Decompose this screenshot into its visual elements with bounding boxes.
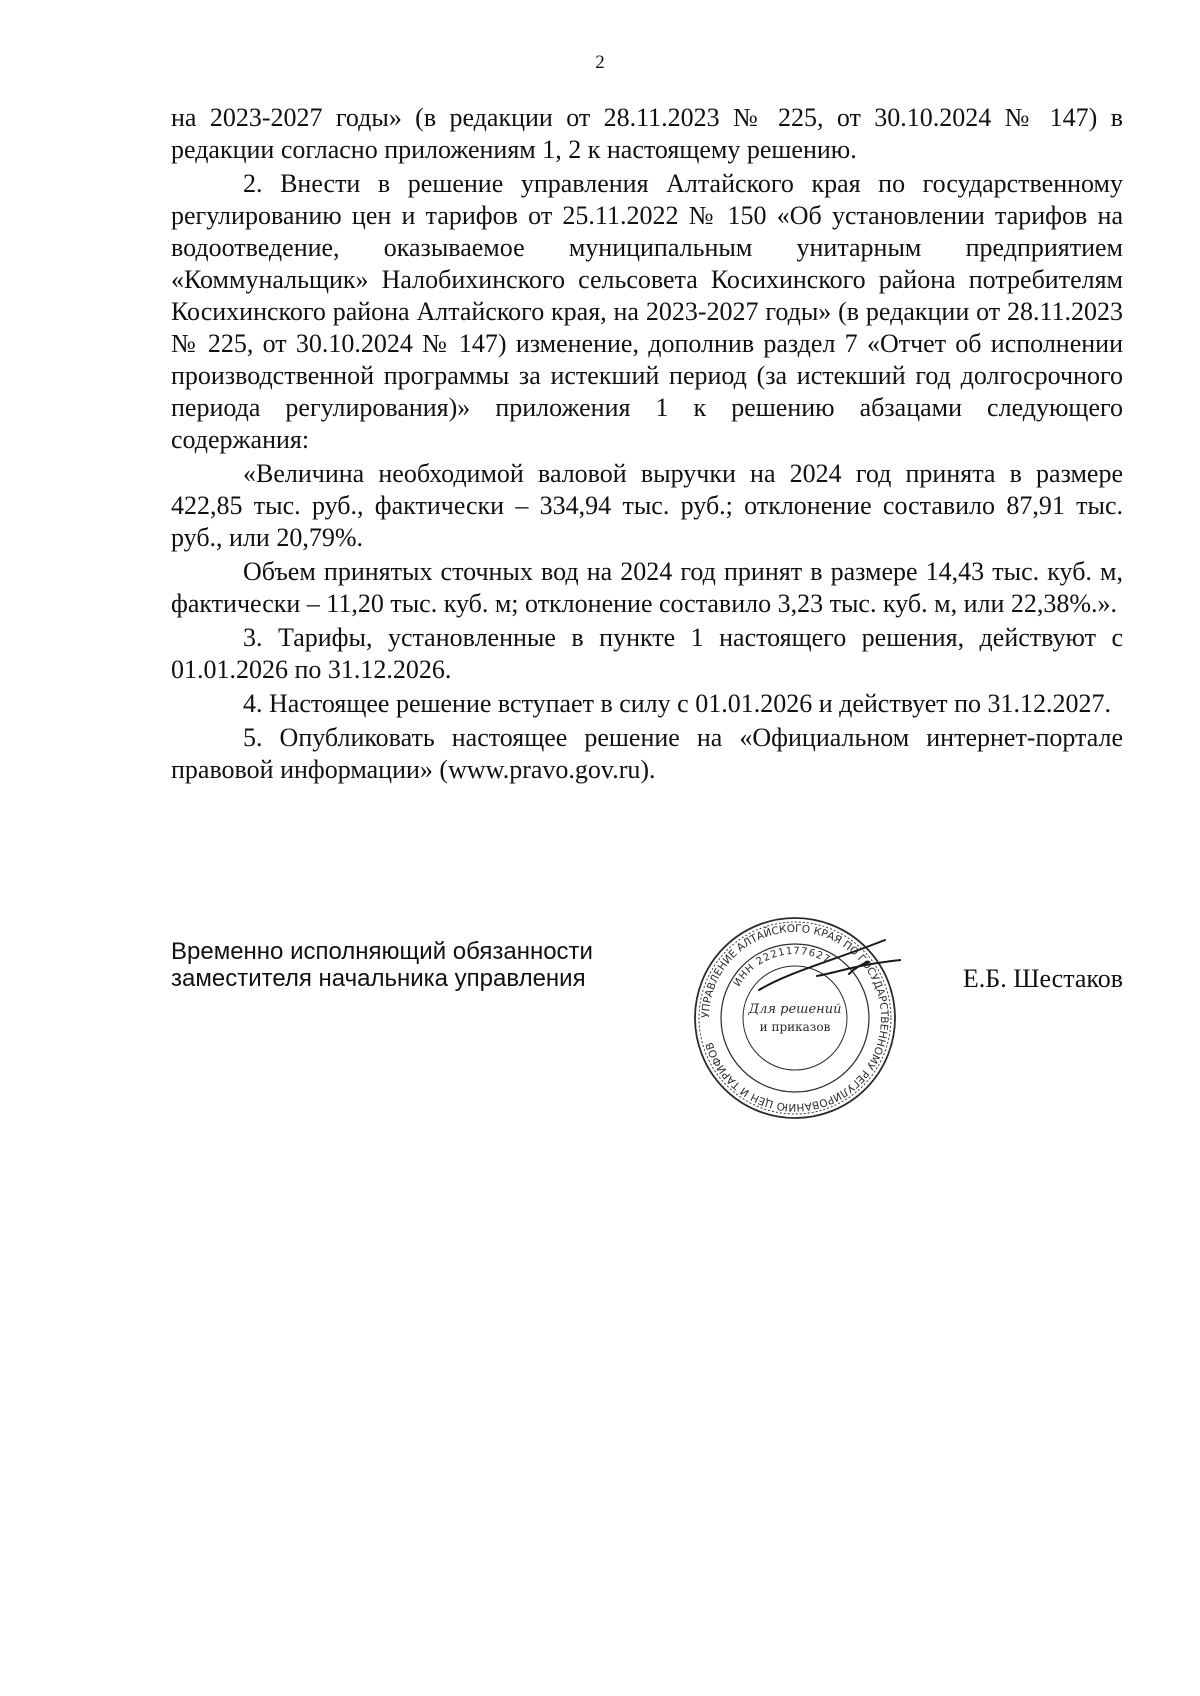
paragraph-quote-revenue: «Величина необходимой валовой выручки на 2024 год принята в размере 422,85 тыс. руб., фактически – 334,94 тыс. руб.; отклонение составило 87,91 тыс. руб., или 20,79%. xyxy=(171,459,1123,552)
paragraph-item-3: 3. Тарифы, установленные в пункте 1 настоящего решения, действуют с 01.01.2026 по 31.12.2026. xyxy=(171,623,1123,684)
signatory-name: Е.Б. Шестаков xyxy=(962,964,1123,993)
signatory-title-line-1: Временно исполняющий обязанности xyxy=(171,938,593,965)
signatory-title xyxy=(171,938,691,992)
signatory-title-line-2: заместителя начальника управления xyxy=(171,965,586,992)
seal-inn-text: ИНН 2221177627 xyxy=(732,945,833,989)
paragraph-item-4: 4. Настоящее решение вступает в силу с 01.01.2026 и действует по 31.12.2027. xyxy=(243,689,1112,718)
paragraph-item-2: 2. Внести в решение управления Алтайского края по государственному регулированию цен и тарифов от 25.11.2022 № 150 «Об установлении тарифов на водоотведение, оказываемое муниципальным унитарным предприятием «Коммунальщик» Налобихинского сельсовета Косихинского района потребителям Косихинского района Алтайского края, на 2023-2027 годы» (в редакции от 28.11.2023 № 225, от 30.10.2024 № 147) изменение, дополнив раздел 7 «Отчет об исполнении производственной программы за истекший период (за истекший год долгосрочного периода регулирования)» приложения 1 к решению абзацами следующего содержания: xyxy=(171,169,1123,454)
paragraph-item-5: 5. Опубликовать настоящее решение на «Официальном интернет-портале правовой информации» (www.pravo.gov.ru). xyxy=(171,723,1123,784)
seal-center-line-1: Для решений xyxy=(748,1002,842,1017)
signature-block xyxy=(171,922,1123,1158)
paragraph-continuation: на 2023-2027 годы» (в редакции от 28.11.2023 № 225, от 30.10.2024 № 147) в редакции согласно приложениям 1, 2 к настоящему решению. xyxy=(171,103,1123,164)
document-body xyxy=(171,102,1123,788)
official-seal-stamp xyxy=(689,912,901,1124)
paragraph-quote-volume: Объем принятых сточных вод на 2024 год принят в размере 14,43 тыс. куб. м, фактически – 11,20 тыс. куб. м; отклонение составило 3,23 тыс. куб. м, или 22,38%.». xyxy=(171,557,1123,618)
seal-outer-text: УПРАВЛЕНИЕ АЛТАЙСКОГО КРАЯ ПО ГОСУДАРСТВЕННОМУ РЕГУЛИРОВАНИЮ ЦЕН И ТАРИФОВ xyxy=(699,922,891,1114)
seal-center-line-2: и приказов xyxy=(759,1020,831,1034)
page-number: 2 xyxy=(595,52,605,73)
